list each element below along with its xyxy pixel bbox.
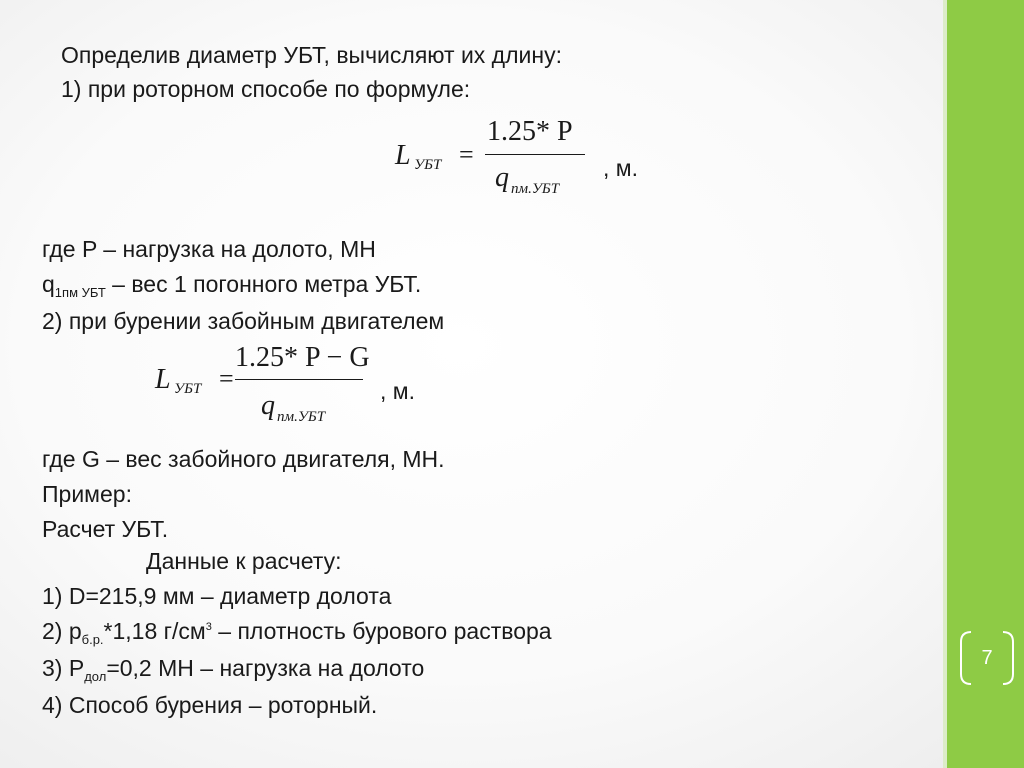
intro-line: Определив диаметр УБТ, вычисляют их длину: — [61, 42, 562, 68]
where-p-line: где P – нагрузка на долото, МН — [42, 236, 376, 262]
formula-rotary — [395, 112, 595, 202]
formula2-denominator-sub: пм.УБТ — [277, 409, 326, 425]
rotary-method-line: 1) при роторном способе по формуле: — [61, 76, 471, 102]
item2-value: *1,18 г/см — [103, 618, 206, 644]
item2-superscript: 3 — [205, 621, 212, 633]
fraction-bar-2 — [235, 379, 363, 380]
formula-equals: = — [459, 140, 474, 169]
q-symbol: q — [42, 271, 55, 297]
example-heading: Пример: — [42, 481, 132, 507]
page-number-box — [957, 628, 1017, 688]
formula2-numerator: 1.25* P − G — [235, 342, 370, 373]
data-item-1: 1) D=215,9 мм – диаметр долота — [42, 583, 392, 609]
formula-denominator-sub: пм.УБТ — [511, 181, 560, 197]
item2-description: – плотность бурового раствора — [211, 618, 552, 644]
formula2-lhs-sub: УБТ — [174, 381, 202, 397]
item2-prefix: 2) p — [42, 618, 82, 644]
formula-lhs: L — [395, 140, 411, 171]
q-description: – вес 1 погонного метра УБТ. — [105, 271, 422, 297]
calc-heading: Расчет УБТ. — [42, 516, 169, 542]
q-definition-line — [42, 273, 421, 299]
formula2-lhs: L — [155, 364, 171, 395]
where-g-line: где G – вес забойного двигателя, МН. — [42, 446, 445, 472]
data-item-3 — [42, 657, 424, 683]
fraction-bar — [485, 154, 585, 155]
item2-subscript: б.р. — [81, 632, 104, 647]
formula-numerator: 1.25* P — [487, 116, 573, 147]
item3-description: =0,2 МН – нагрузка на долото — [106, 655, 425, 681]
formula-downhole-unit: , м. — [380, 378, 415, 404]
page-number: 7 — [981, 647, 993, 669]
q-subscript: 1пм УБТ — [54, 285, 106, 300]
formula-denominator: q — [495, 162, 509, 193]
input-data-heading: Данные к расчету: — [146, 548, 342, 574]
formula2-equals: = — [219, 364, 234, 393]
formula-lhs-sub: УБТ — [414, 157, 442, 173]
item3-prefix: 3) P — [42, 655, 85, 681]
downhole-motor-line: 2) при бурении забойным двигателем — [42, 308, 445, 334]
formula2-denominator: q — [261, 390, 275, 421]
data-item-4: 4) Способ бурения – роторный. — [42, 692, 378, 718]
formula-downhole-motor — [155, 338, 385, 433]
item3-subscript: дол — [84, 669, 107, 684]
data-item-2 — [42, 620, 552, 646]
formula-rotary-unit: , м. — [603, 155, 638, 181]
